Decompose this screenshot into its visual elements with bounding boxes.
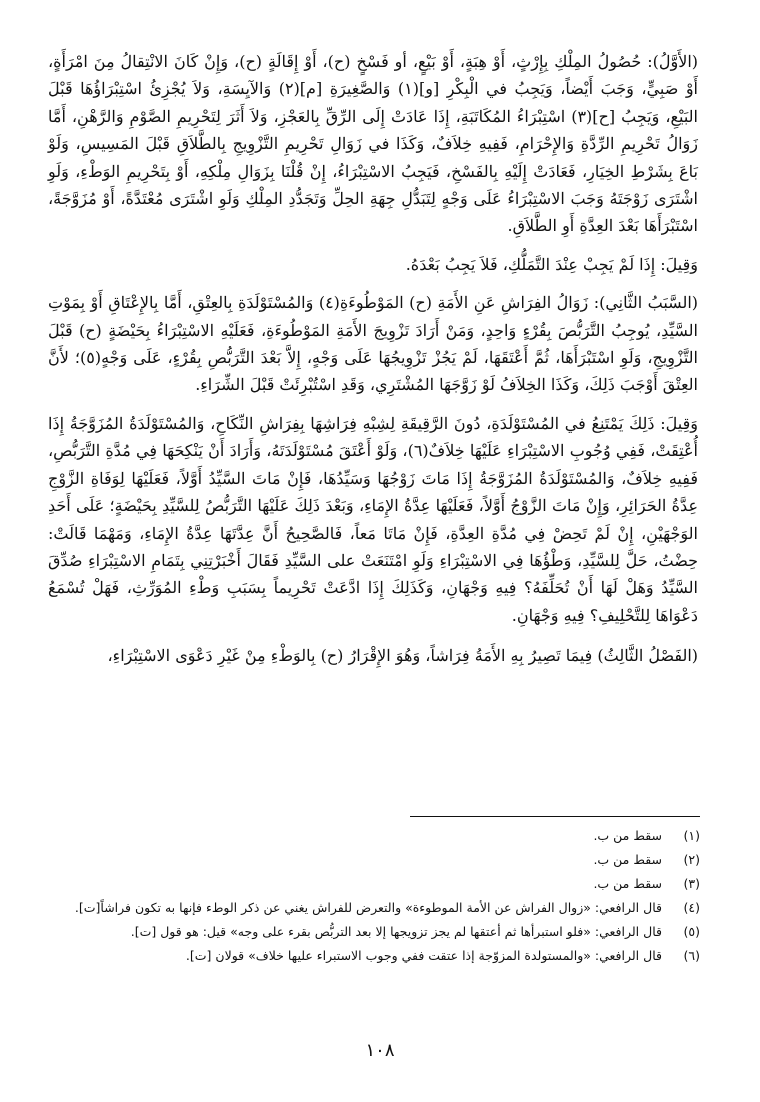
footnote-text: سقط من ب. (593, 828, 662, 843)
footnotes (60, 824, 700, 968)
footnote-4 (60, 896, 700, 920)
footnote-number: (٥) (683, 924, 700, 939)
footnote-5 (60, 920, 700, 944)
footnote-number: (٦) (683, 948, 700, 963)
paragraph-gap (48, 629, 698, 642)
paragraph-alternative-view: وَقِيلَ: إِذَا لَمْ يَجِبْ عِنْدَ التَّمَلُّكِ، فَلاَ يَجِبُ بَعْدَهُ. (405, 254, 698, 274)
footnote-text: سقط من ب. (593, 852, 662, 867)
paragraph-gap (48, 399, 698, 410)
footnote-text: قال الرافعي: «والمستولدة المزوّجة إذا عتقت ففي وجوب الاستبراء عليها خلاف» قولان [ت]. (185, 948, 662, 963)
footnote-number: (٣) (683, 876, 700, 891)
paragraph-gap (48, 240, 698, 251)
footnote-separator (410, 816, 700, 817)
footnote-1 (60, 824, 700, 848)
footnote-text: قال الرافعي: «فلو استبرأها ثم أعتقها لم يجز تزويجها إلا بعد التربُّص بقرء على وجه» قيل: هو قول [ت]. (130, 924, 662, 939)
paragraph-third-section: (الفَصْلُ الثَّالِثُ) فِيمَا تَصِيرُ بِهِ الأَمَةُ فِرَاشاً، وَهُوَ الإِقْرَارُ (ح) بِالوَطْءِ مِنْ غَيْرِ دَعْوَى الاسْتِبْرَاءِ، (107, 646, 698, 666)
main-text (48, 48, 698, 670)
footnote-6 (60, 944, 700, 968)
footnote-2 (60, 848, 700, 872)
footnote-number: (١) (683, 828, 700, 843)
footnote-text: قال الرافعي: «زوال الفراش عن الأمة الموطوءة» والتعرض للفراش يغني عن ذكر الوطء فإنها به تكون فراشاً[ت]. (74, 900, 662, 915)
footnote-number: (٢) (683, 852, 700, 867)
paragraph-umm-walad: وَقِيلَ: ذَلِكَ يَمْتَنِعُ في المُسْتَوْلَدَةِ، دُونَ الرَّقِيقَةِ لِشِبْهِ فِرَاشِهَا بِفِرَاشِ النِّكَاحِ، وَالمُسْتَوْلَدَةُ المُزَوَّجَةُ إِذَا أُعْتِقَتْ، فَفِي وُجُوبِ الاسْتِبْرَاءِ عَلَيْهَا خِلاَفٌ(٦)، وَلَوْ أَعْتَقَ مُسْتَوْلَدَتَهُ، وَأَرَادَ أَنْ يَنْكِحَهَا فِي مُدَّةِ التَّرَبُّصِ، فَفِيهِ خِلاَفٌ، وَالمُسْتَوْلَدَةُ المُزَوَّجَةُ إِذَا مَاتَ زَوْجُهَا وَسَيِّدُهَا، فَإِنْ مَاتَ السَّيِّدُ أَوَّلاً، فَعَلَيْهَا لِوَفَاةِ الزَّوْجِ عِدَّةُ الحَرَائِرِ، وَإِنْ مَاتَ الزَّوْجُ أَوَّلاً، فَعَلَيْهَا عِدَّةُ الإِمَاءِ، وَبَعْدَ ذَلِكَ عَلَيْهَا التَّرَبُّصُ لِلسَّيِّدِ بِحَيْضَةٍ؛ عَلَى أَحَدِ الوَجْهَيْنِ، إِنْ لَمْ تَحِضْ فِي مُدَّةِ العِدَّةِ، فَإِنْ مَاتَا مَعاً، فَالصَّحِيحُ أَنَّ عِدَّتَهَا عِدَّةُ الإِمَاءِ، وَمَهْمَا قَالَتْ: حِضْتُ، حَلَّ لِلسَّيِّدِ، وَطْؤُهَا فِي الاسْتِبْرَاءِ وَلَوِ امْتَنَعَتْ على السَّيِّدِ فَقَالَ أَخْبَرْتِنِي بِتَمَامِ الاسْتِبْرَاءِ صُدِّقَ السَّيِّدُ وَهَلْ لَهَا أَنْ تُحَلِّفَهُ؟ فِيهِ وَجْهَانِ، وَكَذَلِكَ إِذَا ادَّعَتْ تَحْرِيماً بِسَبَبِ وَطْءِ المُوَرِّثِ، فَهَلْ تُسْمَعُ دَعْوَاهَا لِلتَّحْلِيفِ؟ فِيهِ وَجْهَانِ. (48, 413, 699, 625)
page-number: ١٠٨ (365, 1040, 395, 1061)
footnote-3 (60, 872, 700, 896)
footnote-text: سقط من ب. (593, 876, 662, 891)
paragraph-first-cause: (الأَوَّلُ): حُصُولُ المِلْكِ بِإِرْثٍ، أَوْ هِبَةٍ، أَوْ بَيْعٍ، أو فَسْخٍ (ح)، أَوْ إِقَالَةٍ (ح)، وَإِنْ كَانَ الانْتِقالُ مِنَ امْرَأَةٍ، أَوْ صَبِيٍّ، وَجَبَ أَيْضاً، وَيَجِبُ في الْبِكْرِ [و](١) وَالصَّغِيرَةِ [م](٢) وَالآيِسَةِ، وَلاَ يُجْزِئُ اسْتِبْرَاؤُهَا قَبْلَ البَيْعِ، وَيَجِبُ [ح](٣) اسْتِبْرَاءُ المُكَاتَبَةِ، إِذَا عَادَتْ إِلَى الرِّقِّ بِالعَجْزِ، وَلاَ أَثَرَ لِتَحْرِيمِ الصَّوْمِ وَالرَّهْنِ، أَمَّا زَوَالُ تَحْرِيمِ الرِّدَّةِ وَالإِحْرَامِ، فَفِيهِ خِلاَفٌ، وَكَذَا في زَوَالِ تَحْرِيمِ التَّزْوِيجِ بِالطَّلاَقِ قَبْلَ المَسِيسِ، وَلَوْ بَاعَ بِشَرْطِ الخِيَارِ، فَعَادَتْ إِلَيْهِ بِالفَسْخِ، فَيَجِبُ الاسْتِبْرَاءُ، إِنْ قُلْنَا بِزَوَالِ مِلْكِهِ، أَوْ بِتَحْرِيمِ الوَطْءِ، وَلَوِ اشْتَرَى زَوْجَتَهُ وَجَبَ الاسْتِبْرَاءُ عَلَى وَجْهٍ لِتَبَدُّلِ جِهَةِ الحِلِّ وَتَجَدُّدِ المِلْكِ وَلَوِ اشْتَرَى مُعْتَدَّةً، أَوْ مُزَوَّجَةً، اسْتَبْرَأَهَا بَعْدَ العِدَّةِ أَوِ الطَّلاَقِ. (48, 52, 699, 236)
paragraph-gap (48, 278, 698, 289)
paragraph-second-cause: (السَّبَبُ الثَّانِي): زَوَالُ الفِرَاشِ عَنِ الأَمَةِ (ح) المَوْطُوءَةِ(٤) وَالمُسْتَوْلَدَةِ بِالعِتْقِ، أَمَّا بِالإِعْتَاقِ أَوْ بِمَوْتِ السَّيِّدِ، يُوجِبُ التَّرَبُّصَ بِقُرْءٍ وَاحِدٍ، وَمَنْ أَرَادَ تَزْوِيجَ الأَمَةِ المَوْطُوءَةِ، فَعَلَيْهِ الاسْتِبْرَاءُ بِحَيْضَةٍ (ح) قَبْلَ التَّزْوِيجِ، وَلَوِ اسْتَبْرَأَهَا، ثُمَّ أَعْتَقَهَا، لَمْ يَجُزْ تَزْوِيجُهَا عَلَى وَجْهٍ، إِلاَّ بَعْدَ التَّرَبُّصِ بِقُرْءٍ، عَلَى وَجْهٍ(٥)؛ لأَنَّ العِتْقَ أَوْجَبَ ذَلِكَ، وَكَذَا الخِلاَفُ لَوْ زَوَّجَهَا المُشْتَرِي، وَقَدِ اسْتُبْرِئَتْ قَبْلَ الشِّرَاءِ. (48, 293, 699, 395)
footnote-number: (٤) (683, 900, 700, 915)
